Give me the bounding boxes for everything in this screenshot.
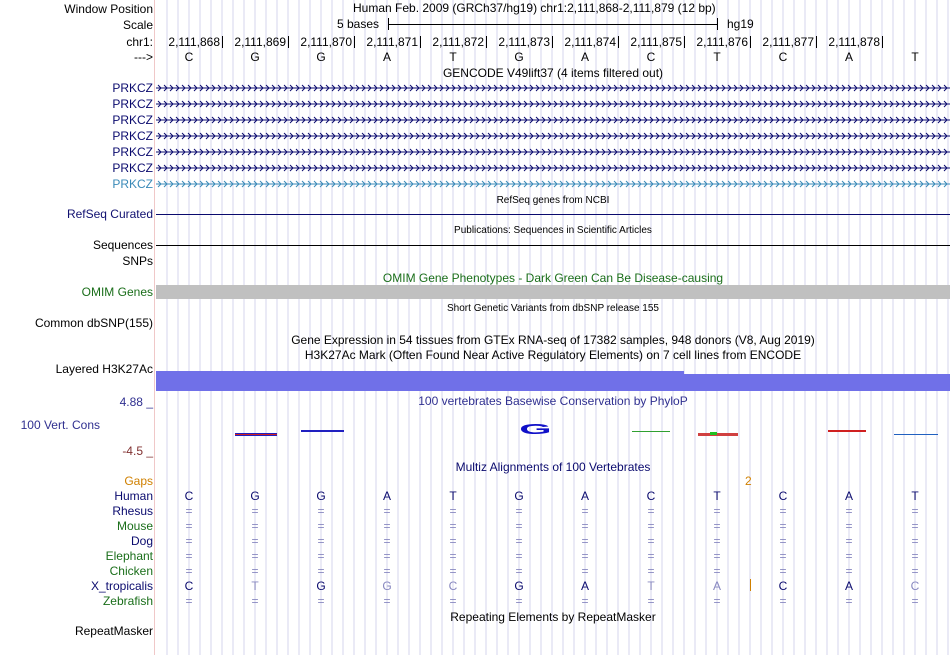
cons-mark-t-green [710, 432, 717, 435]
ruler-tick [354, 36, 355, 48]
alignment-base: C [778, 489, 788, 503]
alignment-base: = [647, 519, 655, 533]
alignment-base: = [383, 564, 391, 578]
alignment-base: = [515, 549, 523, 563]
scale-assembly: hg19 [727, 17, 754, 31]
alignment-base: = [713, 504, 721, 518]
alignment-base: = [911, 564, 919, 578]
ruler-tick [882, 36, 883, 48]
alignment-base: = [185, 534, 193, 548]
alignment-base: = [449, 504, 457, 518]
gencode-gene-label[interactable]: PRKCZ [112, 129, 153, 143]
gap-count: 2 [745, 474, 752, 488]
alignment-base: = [251, 594, 259, 608]
alignment-base: = [779, 564, 787, 578]
alignment-base: = [581, 594, 589, 608]
cons-track-title: 100 vertebrates Basewise Conservation by PhyloP [418, 394, 688, 408]
species-label[interactable]: Rhesus [112, 504, 153, 518]
species-label[interactable]: Dog [130, 534, 153, 548]
alignment-base: = [647, 549, 655, 563]
gtex-track-title: Gene Expression in 54 tissues from GTEx RNA-seq of 17382 samples, 948 donors (V8, Aug 2019) [291, 333, 815, 347]
alignment-base: = [251, 534, 259, 548]
alignment-base: C [646, 489, 656, 503]
dbsnp-track-title: Short Genetic Variants from dbSNP release 155 [447, 303, 659, 314]
alignment-base: A [712, 579, 721, 593]
ruler-base: A [844, 50, 853, 64]
omim-gene-bar[interactable] [156, 285, 950, 299]
gaps-label: Gaps [124, 474, 153, 488]
alignment-base: G [316, 579, 326, 593]
alignment-base: C [448, 579, 458, 593]
alignment-base: T [251, 579, 259, 593]
repeatmasker-track-title: Repeating Elements by RepeatMasker [450, 610, 656, 624]
alignment-base: = [647, 594, 655, 608]
alignment-base: T [449, 489, 457, 503]
alignment-base: = [185, 549, 193, 563]
alignment-base: T [911, 489, 919, 503]
alignment-base: = [713, 519, 721, 533]
species-label[interactable]: Mouse [116, 519, 153, 533]
alignment-base: G [514, 579, 524, 593]
alignment-base: = [779, 504, 787, 518]
alignment-base: = [251, 504, 259, 518]
alignment-base: = [845, 519, 853, 533]
cons-track-label[interactable]: 100 Vert. Cons [20, 418, 100, 432]
alignment-base: = [581, 564, 589, 578]
gencode-gene-label[interactable]: PRKCZ [112, 177, 153, 191]
alignment-base: = [647, 534, 655, 548]
gencode-intron-line[interactable] [156, 99, 950, 109]
alignment-base: = [185, 564, 193, 578]
alignment-base: C [910, 579, 920, 593]
alignment-base: = [845, 504, 853, 518]
alignment-base: = [581, 534, 589, 548]
alignment-base: = [383, 504, 391, 518]
ruler-base: T [449, 50, 457, 64]
alignment-base: = [911, 504, 919, 518]
alignment-base: = [911, 594, 919, 608]
window-position-label: Window Position [64, 2, 153, 16]
gencode-gene-label[interactable]: PRKCZ [112, 81, 153, 95]
alignment-base: A [844, 579, 853, 593]
multiz-track-title: Multiz Alignments of 100 Vertebrates [455, 460, 651, 474]
ruler-tick [750, 36, 751, 48]
ruler-base: G [250, 50, 260, 64]
alignment-base: = [515, 519, 523, 533]
alignment-base: = [515, 594, 523, 608]
alignment-base: T [713, 489, 721, 503]
h3k27ac-track-label[interactable]: Layered H3K27Ac [55, 362, 153, 376]
pubs-track-label[interactable]: Sequences [92, 238, 153, 252]
alignment-base: = [911, 549, 919, 563]
alignment-base: = [317, 594, 325, 608]
repeatmasker-track-label[interactable]: RepeatMasker [74, 624, 153, 638]
alignment-base: = [845, 564, 853, 578]
window-position-text[interactable]: Human Feb. 2009 (GRCh37/hg19) chr1:2,111,868-2,111,879 (12 bp) [353, 1, 716, 15]
ruler-tick [684, 36, 685, 48]
gencode-intron-line[interactable] [156, 163, 950, 173]
alignment-base: = [449, 534, 457, 548]
scale-bar [388, 24, 717, 25]
alignment-base: = [317, 534, 325, 548]
h3k27ac-track-title: H3K27Ac Mark (Often Found Near Active Regulatory Elements) on 7 cell lines from ENCODE [304, 348, 802, 362]
alignment-base: = [581, 519, 589, 533]
scale-bar-right-tick [717, 18, 718, 30]
alignment-base: = [449, 549, 457, 563]
ruler-tick [222, 36, 223, 48]
ruler-tick [288, 36, 289, 48]
pubs-track-title: Publications: Sequences in Scientific Articles [454, 225, 652, 236]
alignment-base: = [515, 534, 523, 548]
cons-ymax: 4.88 _ [119, 395, 153, 409]
gencode-gene-label[interactable]: PRKCZ [112, 161, 153, 175]
alignment-base: = [449, 519, 457, 533]
alignment-base: A [580, 489, 589, 503]
dbsnp-track-label[interactable]: Common dbSNP(155) [34, 316, 153, 330]
cons-logo-letter-g: G [519, 421, 552, 438]
ruler-position-label: 2,111,876 [696, 35, 748, 49]
ruler-tick [552, 36, 553, 48]
ruler-base: T [911, 50, 919, 64]
scale-bar-left-tick [388, 18, 389, 30]
alignment-base: = [449, 594, 457, 608]
cons-mark-g2 [301, 430, 344, 432]
h3k27ac-signal-left[interactable] [156, 371, 684, 391]
species-label[interactable]: Chicken [109, 564, 153, 578]
alignment-base: = [449, 564, 457, 578]
species-label[interactable]: Elephant [105, 549, 153, 563]
cons-mark-g1-red [235, 434, 277, 435]
alignment-base: = [185, 504, 193, 518]
alignment-base: = [779, 534, 787, 548]
ruler-base: A [382, 50, 391, 64]
alignment-base: G [316, 489, 326, 503]
alignment-base: = [845, 594, 853, 608]
alignment-base: = [713, 534, 721, 548]
alignment-base: = [779, 519, 787, 533]
ruler-position-label: 2,111,878 [828, 35, 880, 49]
alignment-base: = [845, 534, 853, 548]
alignment-base: C [184, 579, 194, 593]
alignment-base: = [317, 519, 325, 533]
ruler-base: C [646, 50, 656, 64]
ruler-tick [618, 36, 619, 48]
ruler-base: C [184, 50, 194, 64]
ruler-tick [816, 36, 817, 48]
ruler-tick [420, 36, 421, 48]
alignment-base: G [382, 579, 392, 593]
ruler-position-label: 2,111,872 [432, 35, 484, 49]
gencode-intron-line[interactable] [156, 147, 950, 157]
omim-track-title: OMIM Gene Phenotypes - Dark Green Can Be Disease-causing [382, 271, 724, 285]
cons-mark-c [632, 431, 670, 432]
alignment-base: = [581, 549, 589, 563]
alignment-base: = [779, 549, 787, 563]
species-label[interactable]: Human [114, 489, 153, 503]
alignment-base: A [844, 489, 853, 503]
ruler-position-label: 2,111,877 [762, 35, 814, 49]
cons-mark-last [894, 434, 938, 435]
ruler-position-label: 2,111,871 [366, 35, 418, 49]
refseq-track-title: RefSeq genes from NCBI [496, 195, 610, 206]
cons-ymin: -4.5 _ [122, 444, 153, 458]
gencode-intron-line[interactable] [156, 179, 950, 189]
alignment-base: A [580, 579, 589, 593]
ruler-position-label: 2,111,870 [300, 35, 352, 49]
gencode-intron-line[interactable] [156, 115, 950, 125]
alignment-base: = [713, 549, 721, 563]
pubs-line[interactable] [156, 245, 950, 246]
gencode-intron-line[interactable] [156, 131, 950, 141]
alignment-base: = [845, 549, 853, 563]
gencode-gene-label[interactable]: PRKCZ [112, 113, 153, 127]
ruler-base: G [514, 50, 524, 64]
ruler-base: C [778, 50, 788, 64]
alignment-base: = [317, 504, 325, 518]
alignment-base: C [184, 489, 194, 503]
alignment-base: = [383, 549, 391, 563]
gencode-gene-label[interactable]: PRKCZ [112, 97, 153, 111]
alignment-base: G [514, 489, 524, 503]
alignment-base: = [713, 594, 721, 608]
track-divider [154, 0, 155, 655]
species-label[interactable]: X_tropicalis [90, 579, 153, 593]
alignment-base: = [251, 519, 259, 533]
ruler-base: T [713, 50, 721, 64]
ruler-position-label: 2,111,873 [498, 35, 550, 49]
alignment-base: = [647, 564, 655, 578]
gencode-intron-line[interactable] [156, 83, 950, 93]
alignment-base: A [382, 489, 391, 503]
alignment-base: = [383, 519, 391, 533]
alignment-base: = [911, 534, 919, 548]
alignment-base: T [647, 579, 655, 593]
ruler-base: A [580, 50, 589, 64]
refseq-track-label[interactable]: RefSeq Curated [66, 207, 153, 221]
omim-track-label[interactable]: OMIM Genes [81, 285, 153, 299]
gap-insertion-mark [750, 579, 751, 591]
ruler-position-label: 2,111,874 [564, 35, 616, 49]
ruler-position-label: 2,111,869 [234, 35, 286, 49]
snps-track-label[interactable]: SNPs [122, 254, 153, 268]
species-label[interactable]: Zebrafish [102, 594, 153, 608]
alignment-base: = [713, 564, 721, 578]
alignment-base: = [515, 564, 523, 578]
alignment-base: = [911, 519, 919, 533]
strand-label: ---> [134, 50, 153, 64]
alignment-base: C [778, 579, 788, 593]
h3k27ac-signal-right[interactable] [684, 374, 950, 391]
alignment-base: = [317, 549, 325, 563]
chrom-label: chr1: [126, 35, 153, 49]
gencode-gene-label[interactable]: PRKCZ [112, 145, 153, 159]
ruler-tick [486, 36, 487, 48]
alignment-base: = [647, 504, 655, 518]
alignment-base: = [779, 594, 787, 608]
gencode-track-title: GENCODE V49lift37 (4 items filtered out) [442, 66, 664, 80]
alignment-base: = [581, 504, 589, 518]
ruler-base: G [316, 50, 326, 64]
refseq-gene-line[interactable] [156, 214, 950, 215]
alignment-base: = [383, 534, 391, 548]
ruler-position-label: 2,111,868 [168, 35, 220, 49]
alignment-base: = [383, 594, 391, 608]
alignment-base: = [185, 519, 193, 533]
alignment-base: = [515, 504, 523, 518]
alignment-base: = [251, 564, 259, 578]
cons-logo[interactable] [156, 410, 950, 450]
alignment-base: = [185, 594, 193, 608]
alignment-base: G [250, 489, 260, 503]
scale-label: Scale [122, 18, 153, 32]
cons-mark-a [828, 430, 866, 432]
scale-bar-text: 5 bases [337, 17, 380, 31]
cons-mark-t [698, 433, 738, 436]
alignment-base: = [251, 549, 259, 563]
ruler-position-label: 2,111,875 [630, 35, 682, 49]
alignment-base: = [317, 564, 325, 578]
